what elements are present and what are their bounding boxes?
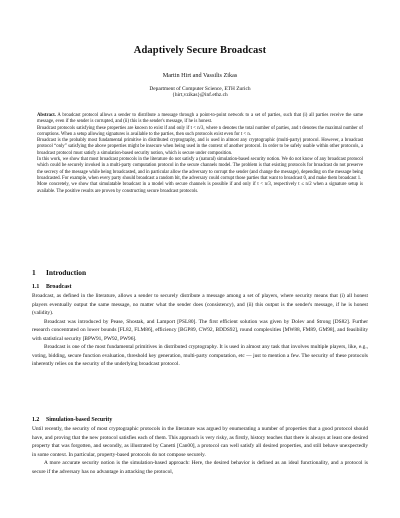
subsection-heading-broadcast	[32, 284, 71, 290]
abstract-text: A broadcast protocol allows a sender to distribute a message through a point-to-point network to a set of parties, such that (i) all parties receive the same message, even if the sender is corrupted, and (ii) this is the sender's message, if he is honest.	[37, 113, 363, 125]
abstract-paragraph	[37, 113, 363, 126]
subsection-number: 1.2	[32, 417, 40, 423]
subsection-title: Broadcast	[46, 284, 72, 290]
paper-authors: Martin Hirt and Vassilis Zikas	[162, 72, 238, 79]
subsection-body-simulation	[32, 425, 368, 476]
subsection-title: Simulation-based Security	[46, 417, 113, 423]
abstract-paragraph: In this work, we show that most broadcast protocols in the literature do not satisfy a (natural) simulation-based security notion. We do not know of any broadcast protocol which could be securely invoked in a multi-party computation protocol in the secure channels model. The problem is that existing protocols for broadcast do not preserve the secrecy of the message while being broadcasted, and in particular allow the adversary to corrupt the sender (and change the message), depending on the message being broadcasted. For example, when every party should broadcast a random bit, the adversary could corrupt those parties that want to broadcast 0, and make them broadcast 1.	[37, 157, 363, 181]
body-paragraph: Broadcast is one of the most fundamental primitives in distributed cryptography. It is used in almost any task that involves multiple players, like, e.g., voting, bidding, secure function evaluation, threshold key generation, multi-party computation, etc — just to mention a few. The security of these protocols inherently relies on the security of the underlying broadcast protocol.	[32, 344, 368, 368]
section-title: Introduction	[46, 268, 87, 277]
body-paragraph: Until recently, the security of most cryptographic protocols in the literature was argued by enumerating a number of properties that a good protocol should have, and proving that the new protocol satisfies each of them. This approach is very risky, as firstly, history teaches that there is always at least one desired property that was forgotten, and secondly, as illustrated by Canetti [Can00], a protocol can well satisfy all desired properties, and still behave unexpectedly in some context. In particular, property-based protocols do not compose securely.	[32, 426, 368, 458]
body-paragraph: Broadcast was introduced by Pease, Shostak, and Lamport [PSL80]. The first efficient solution was given by Dolev and Strong [DS82]. Further research concentrated on lower bounds [FL82, FLM86], efficiency [BGP89, CW92, BDDS92], round complexities [MW88, FM89, GM98], and feasibility with statistical security [BPW91, PW92, PW96].	[32, 318, 368, 342]
section-heading-introduction	[32, 268, 86, 277]
paper-affiliation	[0, 86, 400, 99]
abstract-paragraph: More concretely, we show that simulatable broadcast in a model with secure channels is possible if and only if t < n/3, respectively t ≤ n/2 when a signature setup is available. The positive results are proven by constructing secure broadcast protocols.	[37, 182, 363, 194]
paper-title: Adaptively Secure Broadcast	[133, 45, 267, 56]
subsection-number: 1.1	[32, 284, 40, 290]
affiliation-email: {hirt,vzikas}@inf.ethz.ch	[172, 92, 228, 99]
body-paragraph: A more accurate security notion is the simulation-based approach: Here, the desired behavior is defined as an ideal functionality, and a protocol is secure if the adversary has no advantage in attacking the protocol,	[32, 460, 368, 475]
abstract-paragraph: Broadcast is the probably most fundamental primitive in distributed cryptography, and is used in almost any cryptographic (multi-party) protocol. However, a broadcast protocol “only” satisfying the above properties might be insecure when being used in the context of another protocol. In order to be safely usable within other protocols, a broadcast protocol must satisfy a simulation-based security notion, which is secure under composition.	[37, 138, 363, 156]
abstract-paragraph: Broadcast protocols satisfying these properties are known to exist if and only if t < n/3, where n denotes the total number of parties, and t denotes the maximal number of corruptions. When a setup allowing signatures is available to the parties, then such protocols exist even for t < n.	[37, 125, 363, 137]
affiliation-department: Department of Computer Science, ETH Zurich	[149, 86, 251, 92]
body-paragraph: Broadcast, as defined in the literature, allows a sender to securely distribute a message among a set of players, where security means that (i) all honest players eventually output the same message, no matter what the sender does (consistency), and (ii) this output is the sender's message, if he is honest (validity).	[32, 293, 368, 317]
subsection-body-broadcast	[32, 292, 368, 369]
abstract-label: Abstract.	[37, 113, 56, 118]
abstract	[37, 113, 363, 195]
subsection-heading-simulation	[32, 417, 112, 423]
section-number: 1	[32, 268, 36, 277]
